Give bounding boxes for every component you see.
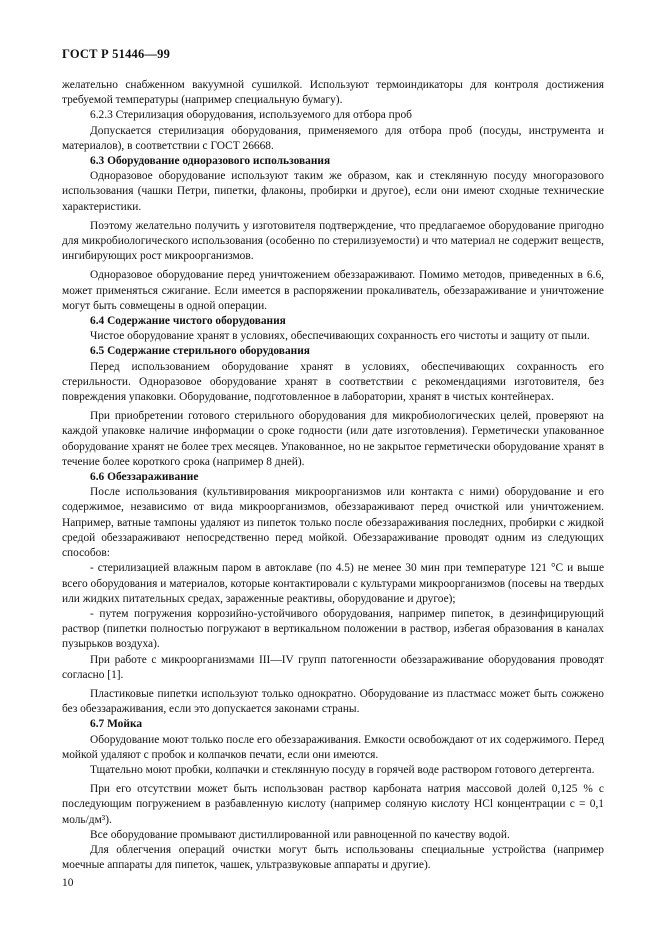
paragraph: Перед использованием оборудование хранят в условиях, обеспечивающих сохранность его стерильности. Одноразовое оборудование хранят в соответствии с рекомендациями изготовителя, без повреждения упаковки. Оборудование, подготовленное в лаборатории, хранят в чистых контейнерах.	[62, 360, 604, 404]
section-heading: 6.4 Содержание чистого оборудования	[90, 315, 286, 328]
paragraph: желательно снабженном вакуумной сушилкой. Используют термоиндикаторы для контроля достижения требуемой температуры (например специальную бумагу).	[62, 79, 604, 107]
paragraph: Одноразовое оборудование используют таким же образом, как и стеклянную посуду многоразового использования (чашки Петри, пипетки, флаконы, пробирки и другое), если они имеют сходные технические характеристики.	[62, 170, 604, 213]
document-body	[62, 78, 604, 873]
paragraph: После использования (культивирования микроорганизмов или контакта с ними) оборудование и его содержимое, независимо от вида микроорганизмов, обеззараживают перед очисткой или уничтожением. Например, ватные тампоны удаляют из пипеток только после обеззараживания последних, пробирки с жидкой средой обеззараживают непосредственно перед мойкой. Обеззараживание проводят одним из следующих способов:	[62, 486, 604, 560]
paragraph: При приобретении готового стерильного оборудования для микробиологических целей, проверяют на каждой упаковке наличие информации о сроке годности (или дате изготовления). Герметически упакованное оборудование хранят не более трех месяцев. Упакованное, но не закрытое герметически оборудование хранят в течение более короткого срока (например 8 дней).	[62, 410, 604, 468]
section-heading: 6.5 Содержание стерильного оборудования	[90, 345, 310, 358]
section-heading: 6.3 Оборудование одноразового использования	[90, 155, 331, 168]
paragraph: - стерилизацией влажным паром в автоклаве (по 4.5) не менее 30 мин при температуре 121 °С и выше всего оборудования и материалов, которые контактировали с культурами микроорганизмов (посевы на твердых или жидких питательных средах, зараженные реактивы, оборудование и другое);	[62, 562, 604, 605]
paragraph: При его отсутствии может быть использован раствор карбоната натрия массовой долей 0,125 % с последующим погружением в разбавленную кислоту (например соляную кислоту HCl концентрации c = 0,1 моль/дм³).	[62, 783, 604, 826]
section-heading: 6.6 Обеззараживание	[90, 471, 199, 484]
paragraph: Для облегчения операций очистки могут быть использованы специальные устройства (например моечные аппараты для пипеток, чашек, ультразвуковые аппараты и другие).	[62, 843, 604, 872]
document-header: ГОСТ Р 51446—99	[62, 47, 171, 61]
paragraph: Оборудование моют только после его обеззараживания. Емкости освобождают от их содержимого. Перед мойкой удаляют с пробок и колпачков печати, если они имеются.	[62, 733, 604, 761]
section-heading: 6.7 Мойка	[90, 718, 143, 731]
paragraph: Одноразовое оборудование перед уничтожением обеззараживают. Помимо методов, приведенных в 6.6, может применяться сжигание. Если имеется в распоряжении прокаливатель, обеззараживание и уничтожение могут быть совмещены в одной операции.	[62, 269, 604, 312]
page-number: 10	[62, 877, 74, 889]
paragraph: При работе с микроорганизмами III—IV групп патогенности обеззараживание оборудования проводят согласно [1].	[62, 653, 604, 681]
paragraph: Поэтому желательно получить у изготовителя подтверждение, что предлагаемое оборудование пригодно для микробиологического использования (особенно по стерилизуемости) и что материал не содержит веществ, ингибирующих рост микроорганизмов.	[62, 219, 604, 263]
paragraph: Все оборудование промывают дистиллированной или равноценной по качеству водой.	[90, 828, 510, 841]
paragraph: Допускается стерилизация оборудования, применяемого для отбора проб (посуды, инструмента и материалов), в соответствии с ГОСТ 26668.	[62, 124, 604, 152]
paragraph: - путем погружения коррозийно-устойчивого оборудования, например пипеток, в дезинфицирующий раствор (пипетки полностью погружают в вертикальном положении в раствор, избегая образования в каналах пузырьков воздуха).	[62, 607, 604, 651]
paragraph: 6.2.3 Стерилизация оборудования, используемого для отбора проб	[90, 109, 412, 122]
paragraph: Тщательно моют пробки, колпачки и стеклянную посуду в горячей воде раствором готового детергента.	[90, 763, 595, 776]
paragraph: Чистое оборудование хранят в условиях, обеспечивающих сохранность его чистоты и защиту от пыли.	[90, 330, 590, 343]
paragraph: Пластиковые пипетки используют только однократно. Оборудование из пластмасс может быть сожжено без обеззараживания, если это допускается законами страны.	[62, 687, 604, 716]
